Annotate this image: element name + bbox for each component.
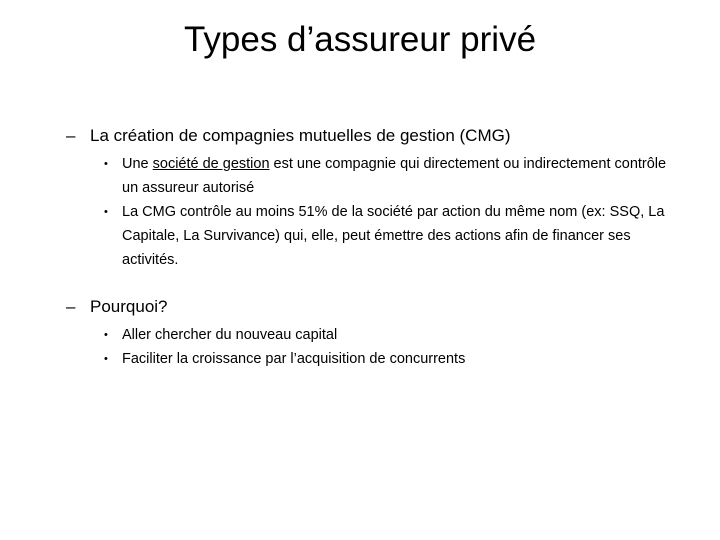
bullet-text: Aller chercher du nouveau capital: [122, 327, 338, 343]
section-pourquoi: [66, 296, 696, 371]
bullet-dot: •: [104, 329, 108, 341]
section-cmg: [66, 125, 696, 272]
bullet-text: [122, 152, 684, 200]
bullet-text-suffix: est une compagnie qui directement ou indirectement contrôle un assureur autorisé: [122, 156, 667, 196]
list-item: [104, 152, 684, 200]
slide-title: Types d’assureur privé: [183, 20, 537, 59]
section-heading: La création de compagnies mutuelles de gestion (CMG): [90, 126, 511, 145]
section-heading-row: [66, 125, 696, 147]
bullet-text: Faciliter la croissance par l’acquisition de concurrents: [122, 351, 466, 367]
bullet-text-prefix: Une: [122, 156, 153, 172]
section-heading-row: [66, 296, 696, 318]
bullet-dot: •: [104, 158, 108, 170]
bullet-text: La CMG contrôle au moins 51% de la société par action du même nom (ex: SSQ, La Capitale, La Survivance) qui, elle, peut émettre des actions afin de financer ses activités.: [122, 204, 665, 268]
section-heading: Pourquoi?: [90, 297, 168, 316]
bullet-list: [66, 323, 696, 371]
bullet-dot: •: [104, 353, 108, 365]
list-item: [104, 200, 684, 272]
underlined-term: société de gestion: [152, 156, 270, 172]
dash-bullet: –: [66, 297, 76, 316]
dash-bullet: –: [66, 126, 76, 145]
list-item: [104, 347, 684, 371]
list-item: [104, 323, 684, 347]
bullet-dot: •: [104, 206, 108, 218]
bullet-list: [66, 152, 696, 272]
